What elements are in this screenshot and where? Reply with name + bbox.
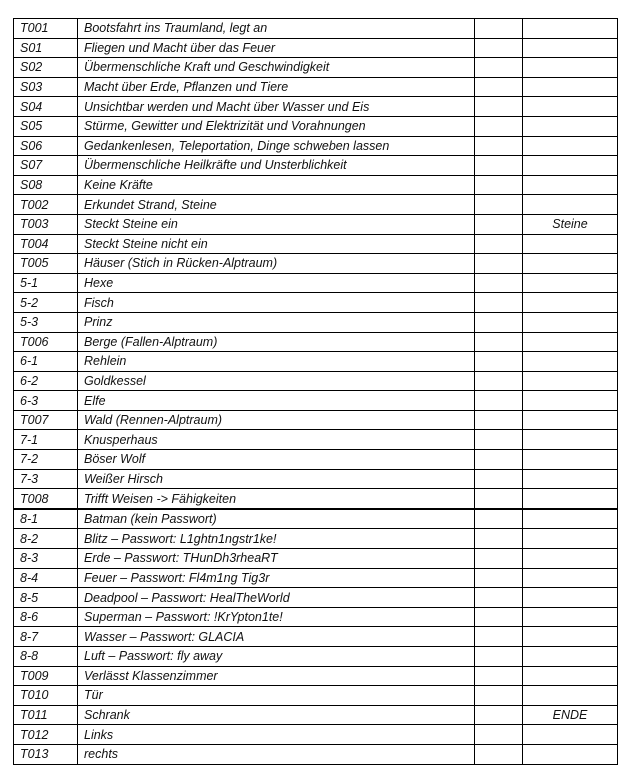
row-description-cell: Häuser (Stich in Rücken-Alptraum) bbox=[78, 254, 475, 274]
row-description-cell: Keine Kräfte bbox=[78, 175, 475, 195]
row-id-cell: T010 bbox=[14, 686, 78, 706]
row-empty-cell bbox=[475, 549, 523, 569]
row-id-cell: S08 bbox=[14, 175, 78, 195]
row-description-cell: Wald (Rennen-Alptraum) bbox=[78, 410, 475, 430]
row-description-cell: Erde – Passwort: THunDh3rheaRT bbox=[78, 549, 475, 569]
row-empty-cell bbox=[475, 391, 523, 411]
row-empty-cell bbox=[475, 469, 523, 489]
table-row bbox=[14, 38, 618, 58]
row-note-cell bbox=[523, 234, 618, 254]
row-description-cell: Rehlein bbox=[78, 352, 475, 372]
row-note-cell bbox=[523, 332, 618, 352]
row-description-cell: Übermenschliche Heilkräfte und Unsterblichkeit bbox=[78, 156, 475, 176]
row-note-cell bbox=[523, 97, 618, 117]
row-id-cell: 8-5 bbox=[14, 588, 78, 608]
row-empty-cell bbox=[475, 77, 523, 97]
table-row bbox=[14, 175, 618, 195]
table-row bbox=[14, 588, 618, 608]
row-id-cell: T002 bbox=[14, 195, 78, 215]
row-note-cell bbox=[523, 19, 618, 39]
row-empty-cell bbox=[475, 588, 523, 608]
table-row bbox=[14, 529, 618, 549]
row-note-cell bbox=[523, 588, 618, 608]
table-row bbox=[14, 273, 618, 293]
table-row bbox=[14, 568, 618, 588]
row-description-cell: Goldkessel bbox=[78, 371, 475, 391]
row-empty-cell bbox=[475, 273, 523, 293]
row-description-cell: Batman (kein Passwort) bbox=[78, 509, 475, 529]
row-note-cell bbox=[523, 410, 618, 430]
table-row bbox=[14, 214, 618, 234]
row-empty-cell bbox=[475, 156, 523, 176]
table-body bbox=[14, 19, 618, 765]
table-row bbox=[14, 469, 618, 489]
row-id-cell: S07 bbox=[14, 156, 78, 176]
table-row bbox=[14, 686, 618, 706]
row-empty-cell bbox=[475, 332, 523, 352]
table-row bbox=[14, 744, 618, 764]
row-empty-cell bbox=[475, 38, 523, 58]
row-empty-cell bbox=[475, 509, 523, 529]
row-note-cell bbox=[523, 529, 618, 549]
row-empty-cell bbox=[475, 607, 523, 627]
table-row bbox=[14, 647, 618, 667]
row-note-cell: ENDE bbox=[523, 705, 618, 725]
row-note-cell bbox=[523, 254, 618, 274]
row-id-cell: 8-8 bbox=[14, 647, 78, 667]
row-id-cell: 8-7 bbox=[14, 627, 78, 647]
row-id-cell: T003 bbox=[14, 214, 78, 234]
row-id-cell: T007 bbox=[14, 410, 78, 430]
row-note-cell: Steine bbox=[523, 214, 618, 234]
row-note-cell bbox=[523, 469, 618, 489]
row-note-cell bbox=[523, 568, 618, 588]
row-note-cell bbox=[523, 627, 618, 647]
row-empty-cell bbox=[475, 666, 523, 686]
row-id-cell: T006 bbox=[14, 332, 78, 352]
row-note-cell bbox=[523, 273, 618, 293]
row-description-cell: Knusperhaus bbox=[78, 430, 475, 450]
table-row bbox=[14, 607, 618, 627]
row-note-cell bbox=[523, 175, 618, 195]
row-id-cell: 5-3 bbox=[14, 312, 78, 332]
row-note-cell bbox=[523, 450, 618, 470]
row-note-cell bbox=[523, 549, 618, 569]
row-empty-cell bbox=[475, 352, 523, 372]
row-id-cell: T011 bbox=[14, 705, 78, 725]
row-note-cell bbox=[523, 725, 618, 745]
row-description-cell: Links bbox=[78, 725, 475, 745]
table-row bbox=[14, 352, 618, 372]
row-empty-cell bbox=[475, 19, 523, 39]
row-note-cell bbox=[523, 430, 618, 450]
row-id-cell: S06 bbox=[14, 136, 78, 156]
row-id-cell: S05 bbox=[14, 116, 78, 136]
table-row bbox=[14, 489, 618, 509]
row-empty-cell bbox=[475, 410, 523, 430]
row-description-cell: Hexe bbox=[78, 273, 475, 293]
table-row bbox=[14, 410, 618, 430]
row-description-cell: Weißer Hirsch bbox=[78, 469, 475, 489]
table-row bbox=[14, 549, 618, 569]
row-empty-cell bbox=[475, 214, 523, 234]
row-empty-cell bbox=[475, 371, 523, 391]
row-description-cell: Luft – Passwort: fly away bbox=[78, 647, 475, 667]
row-note-cell bbox=[523, 647, 618, 667]
table-row bbox=[14, 391, 618, 411]
table-row bbox=[14, 19, 618, 39]
row-note-cell bbox=[523, 195, 618, 215]
table-row bbox=[14, 450, 618, 470]
row-empty-cell bbox=[475, 430, 523, 450]
row-id-cell: 8-1 bbox=[14, 509, 78, 529]
row-id-cell: T013 bbox=[14, 744, 78, 764]
table-row bbox=[14, 509, 618, 529]
table-row bbox=[14, 116, 618, 136]
table-row bbox=[14, 254, 618, 274]
row-id-cell: T009 bbox=[14, 666, 78, 686]
row-id-cell: T005 bbox=[14, 254, 78, 274]
row-description-cell: Prinz bbox=[78, 312, 475, 332]
row-description-cell: Tür bbox=[78, 686, 475, 706]
row-description-cell: rechts bbox=[78, 744, 475, 764]
row-id-cell: 7-1 bbox=[14, 430, 78, 450]
row-empty-cell bbox=[475, 293, 523, 313]
row-note-cell bbox=[523, 391, 618, 411]
row-note-cell bbox=[523, 312, 618, 332]
row-empty-cell bbox=[475, 234, 523, 254]
row-empty-cell bbox=[475, 489, 523, 509]
table-row bbox=[14, 77, 618, 97]
row-id-cell: 8-6 bbox=[14, 607, 78, 627]
row-id-cell: 6-1 bbox=[14, 352, 78, 372]
row-description-cell: Deadpool – Passwort: HealTheWorld bbox=[78, 588, 475, 608]
row-empty-cell bbox=[475, 254, 523, 274]
table-row bbox=[14, 371, 618, 391]
row-description-cell: Böser Wolf bbox=[78, 450, 475, 470]
row-description-cell: Elfe bbox=[78, 391, 475, 411]
row-empty-cell bbox=[475, 744, 523, 764]
row-empty-cell bbox=[475, 136, 523, 156]
row-empty-cell bbox=[475, 647, 523, 667]
row-empty-cell bbox=[475, 175, 523, 195]
row-id-cell: T004 bbox=[14, 234, 78, 254]
row-description-cell: Feuer – Passwort: Fl4m1ng Tig3r bbox=[78, 568, 475, 588]
row-id-cell: 8-3 bbox=[14, 549, 78, 569]
row-description-cell: Trifft Weisen -> Fähigkeiten bbox=[78, 489, 475, 509]
table-row bbox=[14, 627, 618, 647]
table-row bbox=[14, 97, 618, 117]
row-empty-cell bbox=[475, 116, 523, 136]
row-id-cell: 5-1 bbox=[14, 273, 78, 293]
table-row bbox=[14, 430, 618, 450]
row-id-cell: T012 bbox=[14, 725, 78, 745]
table-row bbox=[14, 234, 618, 254]
row-id-cell: T001 bbox=[14, 19, 78, 39]
row-empty-cell bbox=[475, 568, 523, 588]
row-description-cell: Fliegen und Macht über das Feuer bbox=[78, 38, 475, 58]
row-description-cell: Gedankenlesen, Teleportation, Dinge schweben lassen bbox=[78, 136, 475, 156]
row-note-cell bbox=[523, 77, 618, 97]
table-row bbox=[14, 725, 618, 745]
row-note-cell bbox=[523, 352, 618, 372]
row-id-cell: 7-2 bbox=[14, 450, 78, 470]
row-description-cell: Superman – Passwort: !KrYpton1te! bbox=[78, 607, 475, 627]
row-description-cell: Steckt Steine nicht ein bbox=[78, 234, 475, 254]
row-empty-cell bbox=[475, 195, 523, 215]
table-row bbox=[14, 312, 618, 332]
table-row bbox=[14, 156, 618, 176]
row-description-cell: Schrank bbox=[78, 705, 475, 725]
row-empty-cell bbox=[475, 725, 523, 745]
row-id-cell: 8-2 bbox=[14, 529, 78, 549]
row-note-cell bbox=[523, 156, 618, 176]
row-note-cell bbox=[523, 489, 618, 509]
row-description-cell: Macht über Erde, Pflanzen und Tiere bbox=[78, 77, 475, 97]
row-note-cell bbox=[523, 38, 618, 58]
row-description-cell: Fisch bbox=[78, 293, 475, 313]
table-row bbox=[14, 293, 618, 313]
row-note-cell bbox=[523, 136, 618, 156]
row-id-cell: 8-4 bbox=[14, 568, 78, 588]
row-id-cell: 6-3 bbox=[14, 391, 78, 411]
row-id-cell: S03 bbox=[14, 77, 78, 97]
row-description-cell: Wasser – Passwort: GLACIA bbox=[78, 627, 475, 647]
row-description-cell: Blitz – Passwort: L1ghtn1ngstr1ke! bbox=[78, 529, 475, 549]
row-empty-cell bbox=[475, 58, 523, 78]
row-id-cell: S01 bbox=[14, 38, 78, 58]
row-empty-cell bbox=[475, 450, 523, 470]
row-empty-cell bbox=[475, 312, 523, 332]
row-id-cell: 6-2 bbox=[14, 371, 78, 391]
row-note-cell bbox=[523, 58, 618, 78]
row-id-cell: 5-2 bbox=[14, 293, 78, 313]
row-empty-cell bbox=[475, 686, 523, 706]
row-note-cell bbox=[523, 116, 618, 136]
row-id-cell: T008 bbox=[14, 489, 78, 509]
row-description-cell: Übermenschliche Kraft und Geschwindigkeit bbox=[78, 58, 475, 78]
row-empty-cell bbox=[475, 705, 523, 725]
row-note-cell bbox=[523, 371, 618, 391]
table-row bbox=[14, 136, 618, 156]
row-note-cell bbox=[523, 607, 618, 627]
row-empty-cell bbox=[475, 529, 523, 549]
row-note-cell bbox=[523, 666, 618, 686]
row-description-cell: Verlässt Klassenzimmer bbox=[78, 666, 475, 686]
row-id-cell: 7-3 bbox=[14, 469, 78, 489]
row-id-cell: S02 bbox=[14, 58, 78, 78]
row-note-cell bbox=[523, 509, 618, 529]
row-id-cell: S04 bbox=[14, 97, 78, 117]
row-description-cell: Stürme, Gewitter und Elektrizität und Vorahnungen bbox=[78, 116, 475, 136]
table-row bbox=[14, 195, 618, 215]
row-description-cell: Steckt Steine ein bbox=[78, 214, 475, 234]
row-empty-cell bbox=[475, 97, 523, 117]
row-note-cell bbox=[523, 744, 618, 764]
story-table bbox=[13, 18, 618, 765]
row-empty-cell bbox=[475, 627, 523, 647]
row-description-cell: Unsichtbar werden und Macht über Wasser und Eis bbox=[78, 97, 475, 117]
table-row bbox=[14, 666, 618, 686]
table-row bbox=[14, 332, 618, 352]
table-row bbox=[14, 705, 618, 725]
table-row bbox=[14, 58, 618, 78]
row-note-cell bbox=[523, 686, 618, 706]
row-description-cell: Bootsfahrt ins Traumland, legt an bbox=[78, 19, 475, 39]
row-description-cell: Berge (Fallen-Alptraum) bbox=[78, 332, 475, 352]
row-note-cell bbox=[523, 293, 618, 313]
row-description-cell: Erkundet Strand, Steine bbox=[78, 195, 475, 215]
